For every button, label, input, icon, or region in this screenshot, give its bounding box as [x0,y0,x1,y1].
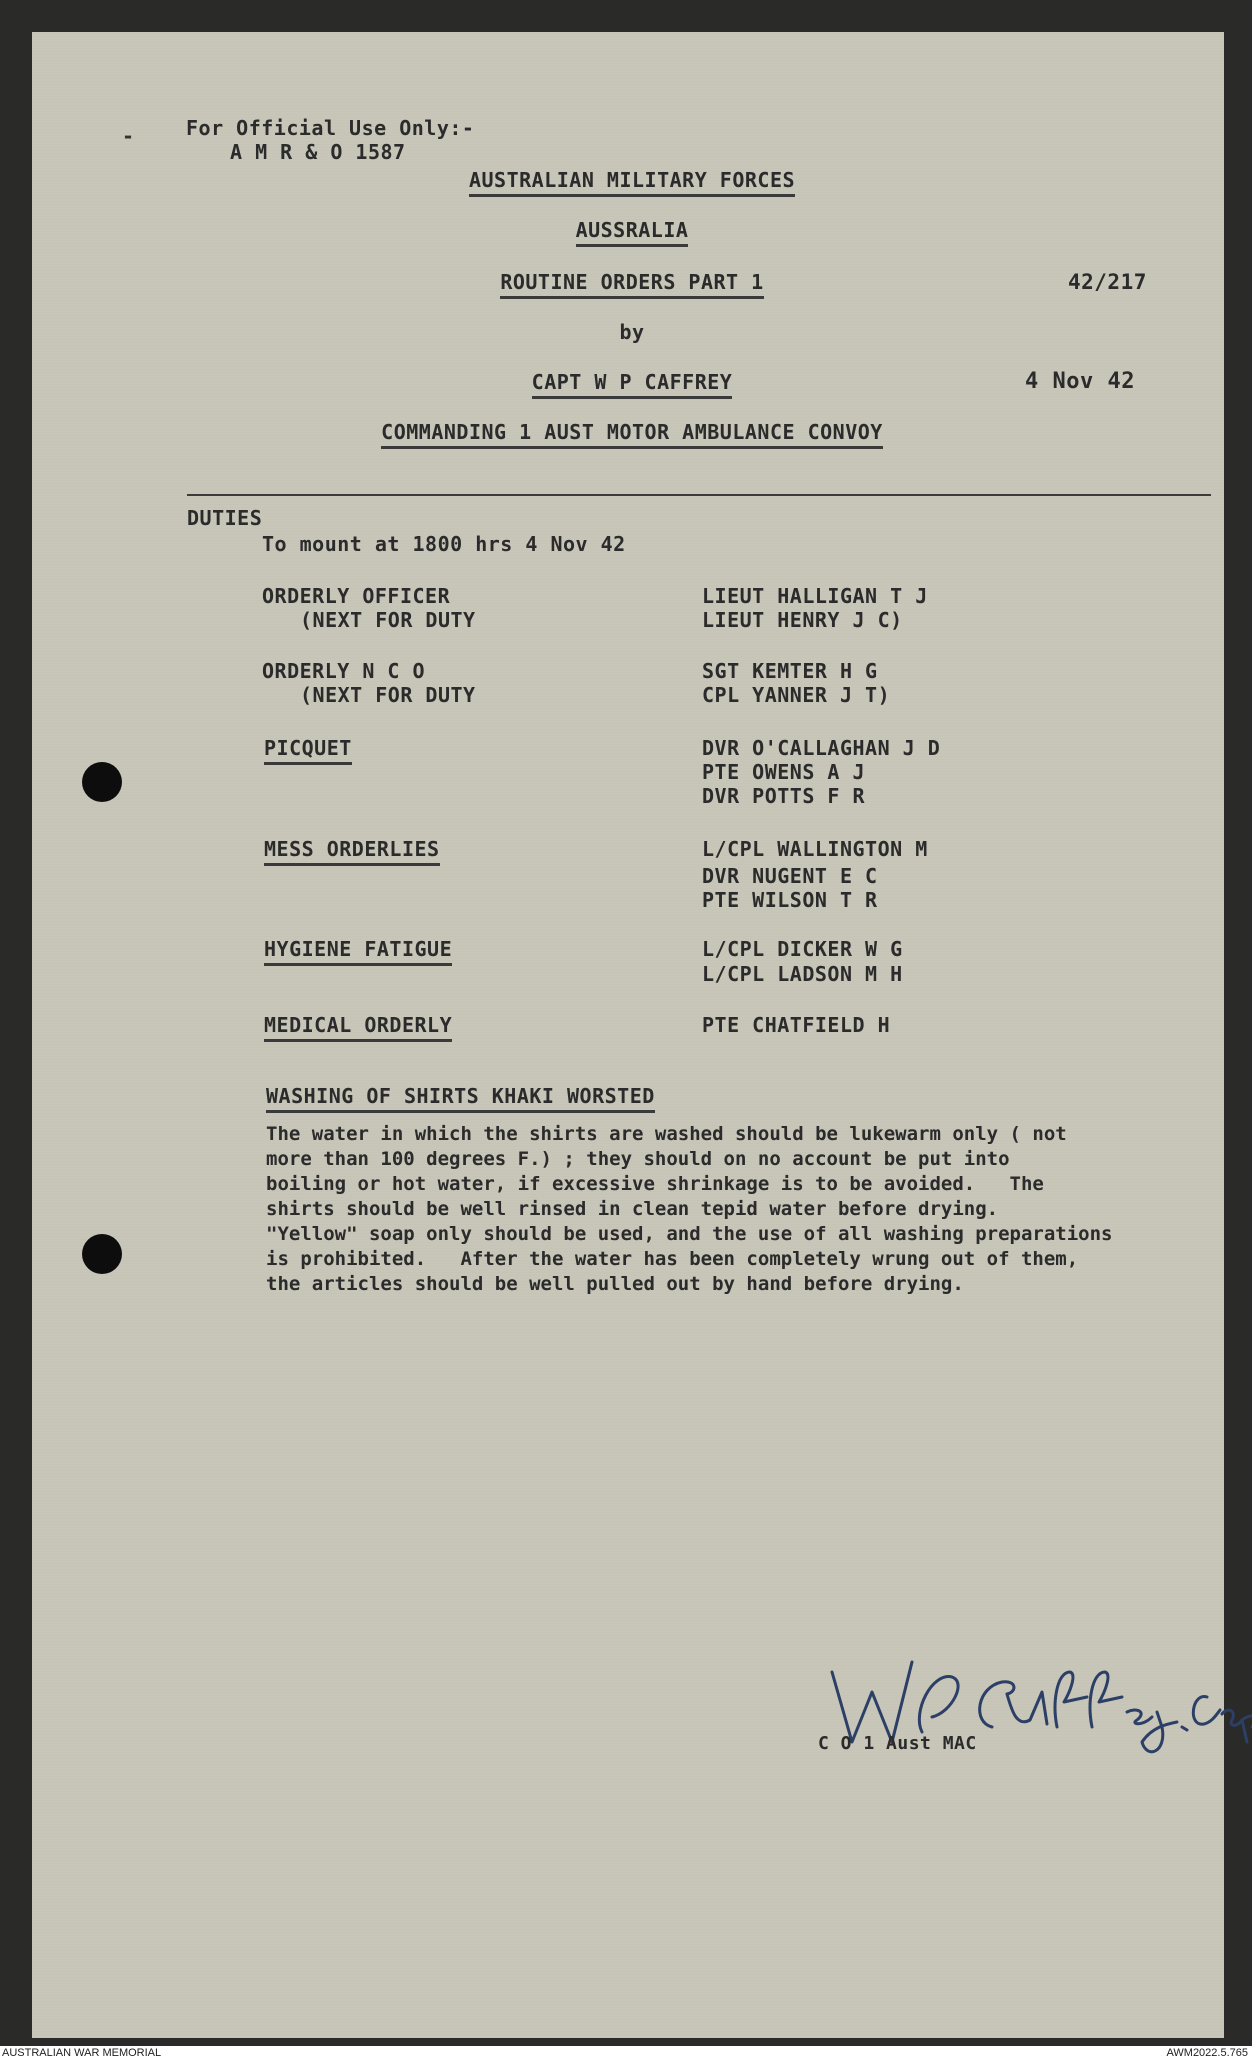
washing-line: shirts should be well rinsed in clean tepid water before drying. [266,1198,999,1220]
duty-name: LIEUT HALLIGAN T J [702,584,928,608]
duty-name: PTE OWENS A J [702,760,866,784]
official-use-label: For Official Use Only:- [186,116,475,140]
punch-hole [82,762,122,802]
washing-line: more than 100 degrees F.) ; they should on no account be put into [266,1148,1010,1170]
margin-dash-mark: - [122,124,135,148]
duty-name: DVR O'CALLAGHAN J D [702,736,941,760]
washing-heading: WASHING OF SHIRTS KHAKI WORSTED [266,1084,655,1108]
punch-hole [82,1234,122,1274]
title-forces: AUSTRALIAN MILITARY FORCES [412,168,852,192]
duty-sub-next-for-duty: (NEXT FOR DUTY [300,608,476,632]
title-country: AUSSRALIA [512,218,752,242]
order-number: 42/217 [1068,270,1147,294]
title-routine-orders: ROUTINE ORDERS PART 1 [472,270,792,294]
washing-line: "Yellow" soap only should be used, and the use of all washing preparations [266,1223,1113,1245]
mount-time: To mount at 1800 hrs 4 Nov 42 [262,532,626,556]
duties-heading: DUTIES [187,506,263,530]
duty-name: L/CPL WALLINGTON M [702,837,928,861]
by-label: by [619,320,645,344]
duty-name: PTE WILSON T R [702,888,878,912]
duty-sub-next-for-duty: (NEXT FOR DUTY [300,683,476,707]
duty-label-orderly-officer: ORDERLY OFFICER [262,584,451,608]
order-date: 4 Nov 42 [1025,369,1135,394]
divider-rule [187,494,1211,496]
duty-name: SGT KEMTER H G [702,659,878,683]
washing-body [266,1122,1226,1297]
duty-name: CPL YANNER J T) [702,683,891,707]
duty-name: LIEUT HENRY J C) [702,608,903,632]
duty-name: L/CPL DICKER W G [702,937,903,961]
officer-name: CAPT W P CAFFREY [472,370,792,394]
washing-line: the articles should be well pulled out by hand before drying. [266,1273,964,1295]
duty-name: PTE CHATFIELD H [702,1013,891,1037]
duty-label-picquet: PICQUET [264,736,352,760]
footer-reference: AWM2022.5.765 [1166,2047,1248,2059]
duty-name: DVR POTTS F R [702,784,866,808]
washing-line: boiling or hot water, if excessive shrinkage is to be avoided. The [266,1173,1044,1195]
reference-number: A M R & O 1587 [230,140,406,164]
footer-source: AUSTRALIAN WAR MEMORIAL [2,2047,162,2059]
duty-label-mess-orderlies: MESS ORDERLIES [264,837,440,861]
duty-label-orderly-nco: ORDERLY N C O [262,659,426,683]
document-page [32,32,1224,2038]
washing-line: The water in which the shirts are washed should be lukewarm only ( not [266,1123,1067,1145]
duty-label-hygiene-fatigue: HYGIENE FATIGUE [264,937,452,961]
duty-label-medical-orderly: MEDICAL ORDERLY [264,1013,452,1037]
duty-name: L/CPL LADSON M H [702,962,903,986]
command-line: COMMANDING 1 AUST MOTOR AMBULANCE CONVOY [332,420,932,444]
signature-block: C O 1 Aust MAC [818,1733,977,1754]
washing-line: is prohibited. After the water has been completely wrung out of them, [266,1248,1079,1270]
duty-name: DVR NUGENT E C [702,864,878,888]
